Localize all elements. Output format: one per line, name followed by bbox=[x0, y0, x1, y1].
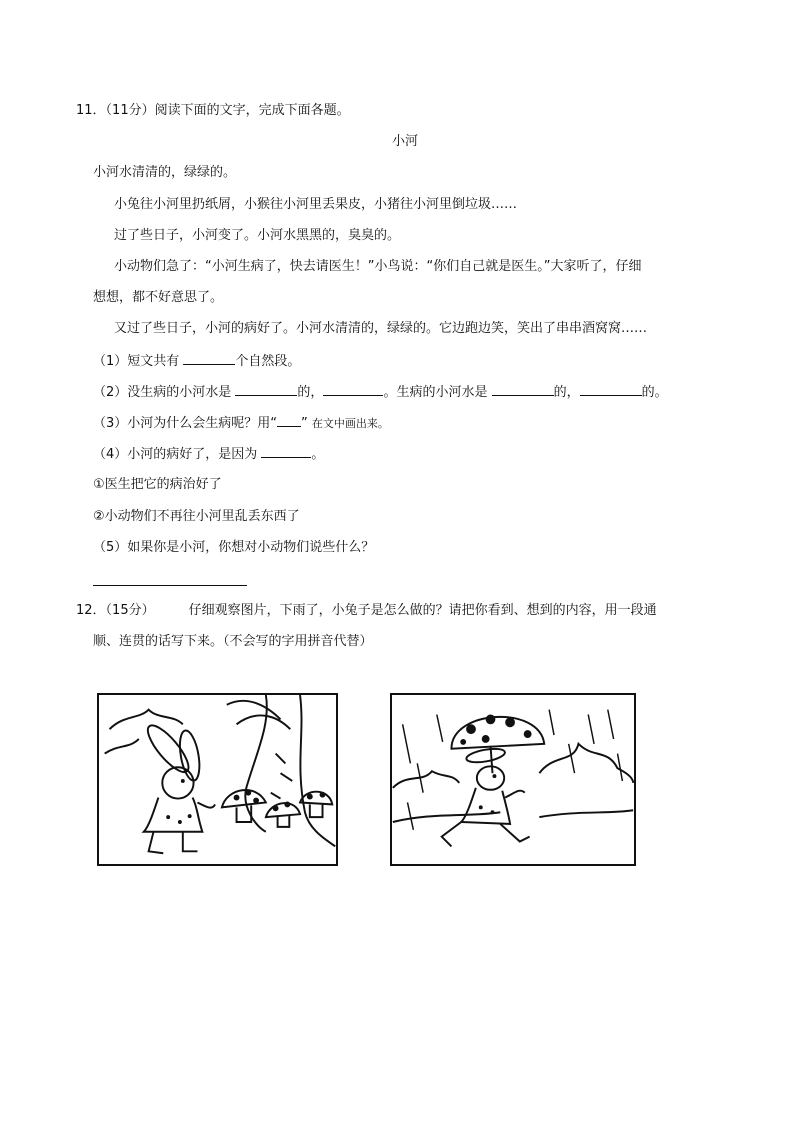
q11-header: 11．（11分）阅读下面的文字，完成下面各题。 bbox=[76, 103, 350, 118]
underline-sample bbox=[277, 414, 301, 427]
sub-question-1: （1）短文共有 个自然段。 bbox=[93, 354, 301, 369]
q12-line-2: 顺、连贯的话写下来。（不会写的字用拼音代替） bbox=[93, 634, 373, 649]
passage-title: 小河 bbox=[392, 134, 419, 149]
answer-blank-2b[interactable] bbox=[323, 383, 383, 396]
paragraph-4a: 小动物们急了：“小河生病了，快去请医生！”小鸟说：“你们自己就是医生。”大家听了，仔细 bbox=[114, 259, 642, 274]
paragraph-4b: 想想，都不好意思了。 bbox=[93, 290, 224, 305]
paragraph-3: 过了些日子，小河变了。小河水黑黑的，臭臭的。 bbox=[114, 228, 401, 243]
illustration-rabbit-umbrella bbox=[390, 693, 636, 866]
answer-blank-2c[interactable] bbox=[492, 383, 554, 396]
paragraph-2: 小兔往小河里扔纸屑，小猴往小河里丢果皮，小猪往小河里倒垃圾…… bbox=[114, 197, 518, 212]
rabbit-mushrooms-drawing bbox=[99, 695, 336, 864]
sub-question-4: （4）小河的病好了，是因为 。 bbox=[93, 447, 325, 462]
sub-question-3: （3）小河为什么会生病呢？用“ ” 在文中画出来。 bbox=[93, 416, 389, 431]
paragraph-1: 小河水清清的，绿绿的。 bbox=[93, 165, 237, 180]
answer-line-5[interactable] bbox=[93, 585, 247, 586]
answer-blank-1[interactable] bbox=[183, 352, 235, 365]
sub-question-5: （5）如果你是小河，你想对小动物们说些什么？ bbox=[93, 540, 375, 555]
illustration-rabbit-mushrooms bbox=[97, 693, 338, 866]
q12-line-1: 12．（15分） 仔细观察图片，下雨了，小兔子是怎么做的？请把你看到、想到的内容，用一段通 bbox=[76, 603, 657, 618]
option-2[interactable]: ②小动物们不再往小河里乱丢东西了 bbox=[93, 509, 300, 524]
sub-question-2: （2）没生病的小河水是 的， 。生病的小河水是 的， 的。 bbox=[93, 385, 668, 400]
answer-blank-2a[interactable] bbox=[235, 383, 297, 396]
answer-blank-4[interactable] bbox=[261, 445, 311, 458]
paragraph-5: 又过了些日子，小河的病好了。小河水清清的，绿绿的。它边跑边笑，笑出了串串酒窝窝…… bbox=[114, 321, 648, 336]
answer-blank-2d[interactable] bbox=[580, 383, 642, 396]
option-1[interactable]: ①医生把它的病治好了 bbox=[93, 477, 222, 492]
rabbit-umbrella-drawing bbox=[392, 695, 634, 864]
